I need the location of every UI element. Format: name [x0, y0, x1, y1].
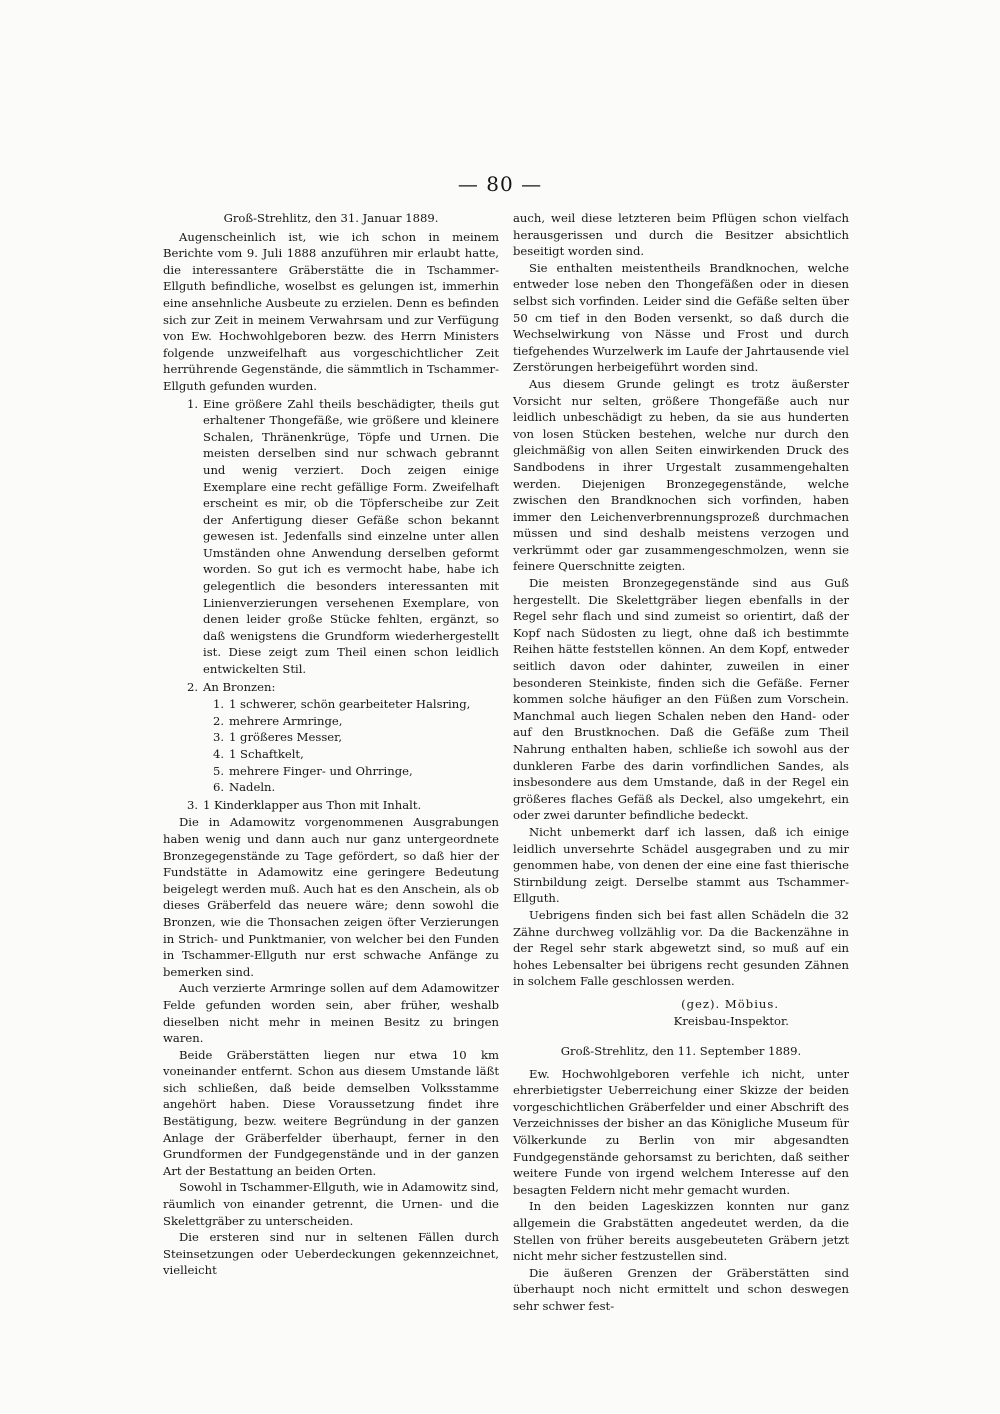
letter-dateline-2: Groß-Strehlitz, den 11. September 1889.: [560, 1044, 802, 1059]
paragraph: Sowohl in Tschammer-Ellguth, wie in Adamowitz sind, räumlich von einander getrennt, die Urnen- und die Skelettgräber zu unterscheiden.: [163, 1180, 499, 1228]
paragraph: In den beiden Lageskizzen konnten nur ganz allgemein die Grabstätten angedeutet werden, da die Stellen von früher bereits ausgebeuteten Gräbern jetzt nicht mehr sicher festzustellen sind.: [513, 1199, 849, 1264]
paragraph: Die äußeren Grenzen der Gräberstätten sind überhaupt noch nicht ermittelt und schon deswegen sehr schwer fest-: [513, 1265, 849, 1313]
paragraph: Uebrigens finden sich bei fast allen Schädeln die 32 Zähne durchweg vollzählig vor. Da die Backenzähne in der Regel sehr stark abgewetzt sind, so muß auf ein hohes Lebensalter bei übrigens recht gesunden Zähnen in solchem Falle geschlossen werden.: [513, 907, 849, 989]
bronze-item: 6. Nadeln.: [213, 780, 276, 795]
bronze-item: 3. 1 größeres Messer,: [213, 730, 343, 745]
signature-name: (gez). Möbius.: [681, 996, 779, 1011]
paragraph: Sie enthalten meistentheils Brandknochen, welche entweder lose neben den Thongefäßen oder in diesen selbst sich vorfinden. Leider sind die Gefäße selten über 50 cm tief in den Boden versenkt, so daß durch die Wechselwirkung von Nässe und Frost und durch tiefgehendes Wurzelwerk im Laufe der Jahrtausende viel Zerstörungen herbeigeführt worden sind.: [513, 260, 849, 375]
bronze-item: 4. 1 Schaftkelt,: [213, 747, 304, 761]
paragraph: Aus diesem Grunde gelingt es trotz äußerster Vorsicht nur selten, größere Thongefäße auch nur leidlich unbeschädigt zu heben, da sie aus hunderten von losen Stücken bestehen, welche nur durch den gleichmäßig von allen Seiten einwirkenden Druck des Sandbodens in ihrer Urgestalt zusammengehalten werden. Diejenigen Bronzegegenstände, welche zwischen den Brandknochen sich vorfinden, haben immer den Leichenverbrennungsprozeß durchmachen müssen und sind deshalb meistens verzogen und verkrümmt oder gar zusammengeschmolzen, wenn sie feinere Querschnitte zeigten.: [513, 376, 849, 574]
list-text: 1 Kinderklapper aus Thon mit Inhalt.: [203, 797, 422, 812]
left-column: [163, 210, 499, 1279]
paragraph: Die meisten Bronzegegenstände sind aus Guß hergestellt. Die Skelettgräber liegen ebenfalls in der Regel sehr flach und sind zumeist so orientirt, daß der Kopf nach Südosten zu liegt, ohne daß ich bestimmte Reihen hätte feststellen können. An dem Kopf, entweder seitlich davon oder dahinter, zuweilen in einer besonderen Steinkiste, finden sich die Gefäße. Ferner kommen solche häufiger an den Füßen zum Vorschein. Manchmal auch liegen Schalen neben den Hand- oder auf den Brustknochen. Daß die Gefäße zum Theil Nahrung enthalten haben, schließe ich sowohl aus der dunkleren Farbe des darin vorfindlichen Sandes, als insbesondere aus dem Umstande, daß in der Regel ein größeres flaches Gefäß als Deckel, also umgekehrt, ein oder zwei darunter befindliche bedeckt.: [513, 576, 849, 823]
bronze-item: 1. 1 schwerer, schön gearbeiteter Halsring,: [213, 697, 471, 712]
paragraph: Ew. Hochwohlgeboren verfehle ich nicht, unter ehrerbietigster Ueberreichung einer Skizze der beiden vorgeschichtlichen Gräberfelder und einer Abschrift des Verzeichnisses der bisher an das Königliche Museum für Völkerkunde zu Berlin von mir abgesandten Fundgegenstände gehorsamst zu berichten, daß seither weitere Funde von irgend welchem Interesse auf den besagten Feldern nicht mehr gemacht wurden.: [513, 1066, 849, 1197]
list-item: [187, 797, 499, 814]
right-column: [513, 210, 849, 1315]
paragraph: Nicht unbemerkt darf ich lassen, daß ich einige leidlich unversehrte Schädel ausgegraben und zu mir genommen habe, von denen der eine eine fast thierische Stirnbildung zeigt. Derselbe stammt aus Tschammer-Ellguth.: [513, 824, 849, 906]
paragraph: Augenscheinlich ist, wie ich schon in meinem Berichte vom 9. Juli 1888 anzuführen mir erlaubt hatte, die interessantere Gräberstätte die in Tschammer-Ellguth befindliche, woselbst es gelungen ist, immerhin eine ansehnliche Ausbeute zu erzielen. Denn es befinden sich zur Zeit in meinem Verwahrsam und zur Verfügung von Ew. Hochwohlgeboren bezw. des Herrn Ministers folgende unzweifelhaft aus vorgeschichtlicher Zeit herrührende Gegenstände, die sämmtlich in Tschammer-Ellguth gefunden wurden.: [163, 229, 499, 393]
paragraph: Die in Adamowitz vorgenommenen Ausgrabungen haben wenig und dann auch nur ganz untergeordnete Bronzegegenstände zu Tage gefördert, so daß hier der Fundstätte in Adamowitz eine geringere Bedeutung beigelegt werden muß. Auch hat es den Anschein, als ob dieses Gräberfeld das neuere wäre; denn sowohl die Bronzen, wie die Thonsachen zeigen öfter Verzierungen in Strich- und Punktmanier, von welcher bei den Funden in Tschammer-Ellguth nur erst schwache Anfänge zu bemerken sind.: [163, 815, 499, 979]
paragraph: Die ersteren sind nur in seltenen Fällen durch Steinsetzungen oder Ueberdeckungen gekennzeichnet, vielleicht: [163, 1230, 499, 1278]
page-number: — 80 —: [457, 172, 543, 196]
list-item: [187, 679, 499, 696]
bronze-item: 2. mehrere Armringe,: [213, 713, 343, 728]
paragraph: Beide Gräberstätten liegen nur etwa 10 km voneinander entfernt. Schon aus diesem Umstande läßt sich schließen, daß beide demselben Volksstamme angehört haben. Diese Voraussetzung findet ihre Bestätigung, bezw. weitere Begründung in der ganzen Anlage der Gräberfelder überhaupt, ferner in den Grundformen der Fundgegenstände und in der ganzen Art der Bestattung an beiden Orten.: [163, 1047, 499, 1178]
list-number: 1.: [187, 396, 199, 411]
list-text: Eine größere Zahl theils beschädigter, theils gut erhaltener Thongefäße, wie größere und kleinere Schalen, Thränenkrüge, Töpfe und Urnen. Die meisten derselben sind nur schwach gebrannt und wenig verziert. Doch zeigen einige Exemplare eine recht gefällige Form. Zweifelhaft erscheint es mir, ob die Töpferscheibe zur Zeit der Anfertigung dieser Gefäße schon bekannt gewesen ist. Jedenfalls sind einzelne unter allen Umständen ohne Anwendung derselben geformt worden. So gut ich es vermocht habe, habe ich gelegentlich die besonders interessanten mit Linienverzierungen versehenen Exemplare, von denen leider große Stücke fehlten, ergänzt, so daß wenigstens die Grundform wiederhergestellt ist. Diese zeigt zum Theil einen schon leidlich entwickelten Stil.: [203, 396, 499, 677]
paragraph: auch, weil diese letzteren beim Pflügen schon vielfach herausgerissen und durch die Besitzer absichtlich beseitigt worden sind.: [513, 211, 849, 259]
paragraph: Auch verzierte Armringe sollen auf dem Adamowitzer Felde gefunden worden sein, aber früher, weshalb dieselben nicht mehr in meinen Besitz zu bringen waren.: [163, 981, 499, 1046]
signature-title: Kreisbau-Inspektor.: [673, 1013, 789, 1028]
list-item: [187, 396, 499, 678]
list-text: An Bronzen:: [203, 679, 276, 694]
bronze-item: 5. mehrere Finger- und Ohrringe,: [213, 763, 413, 778]
find-list: [187, 396, 499, 814]
letter-dateline-1: Groß-Strehlitz, den 31. Januar 1889.: [223, 211, 439, 225]
list-number: 2.: [187, 679, 199, 694]
list-number: 3.: [187, 797, 199, 812]
